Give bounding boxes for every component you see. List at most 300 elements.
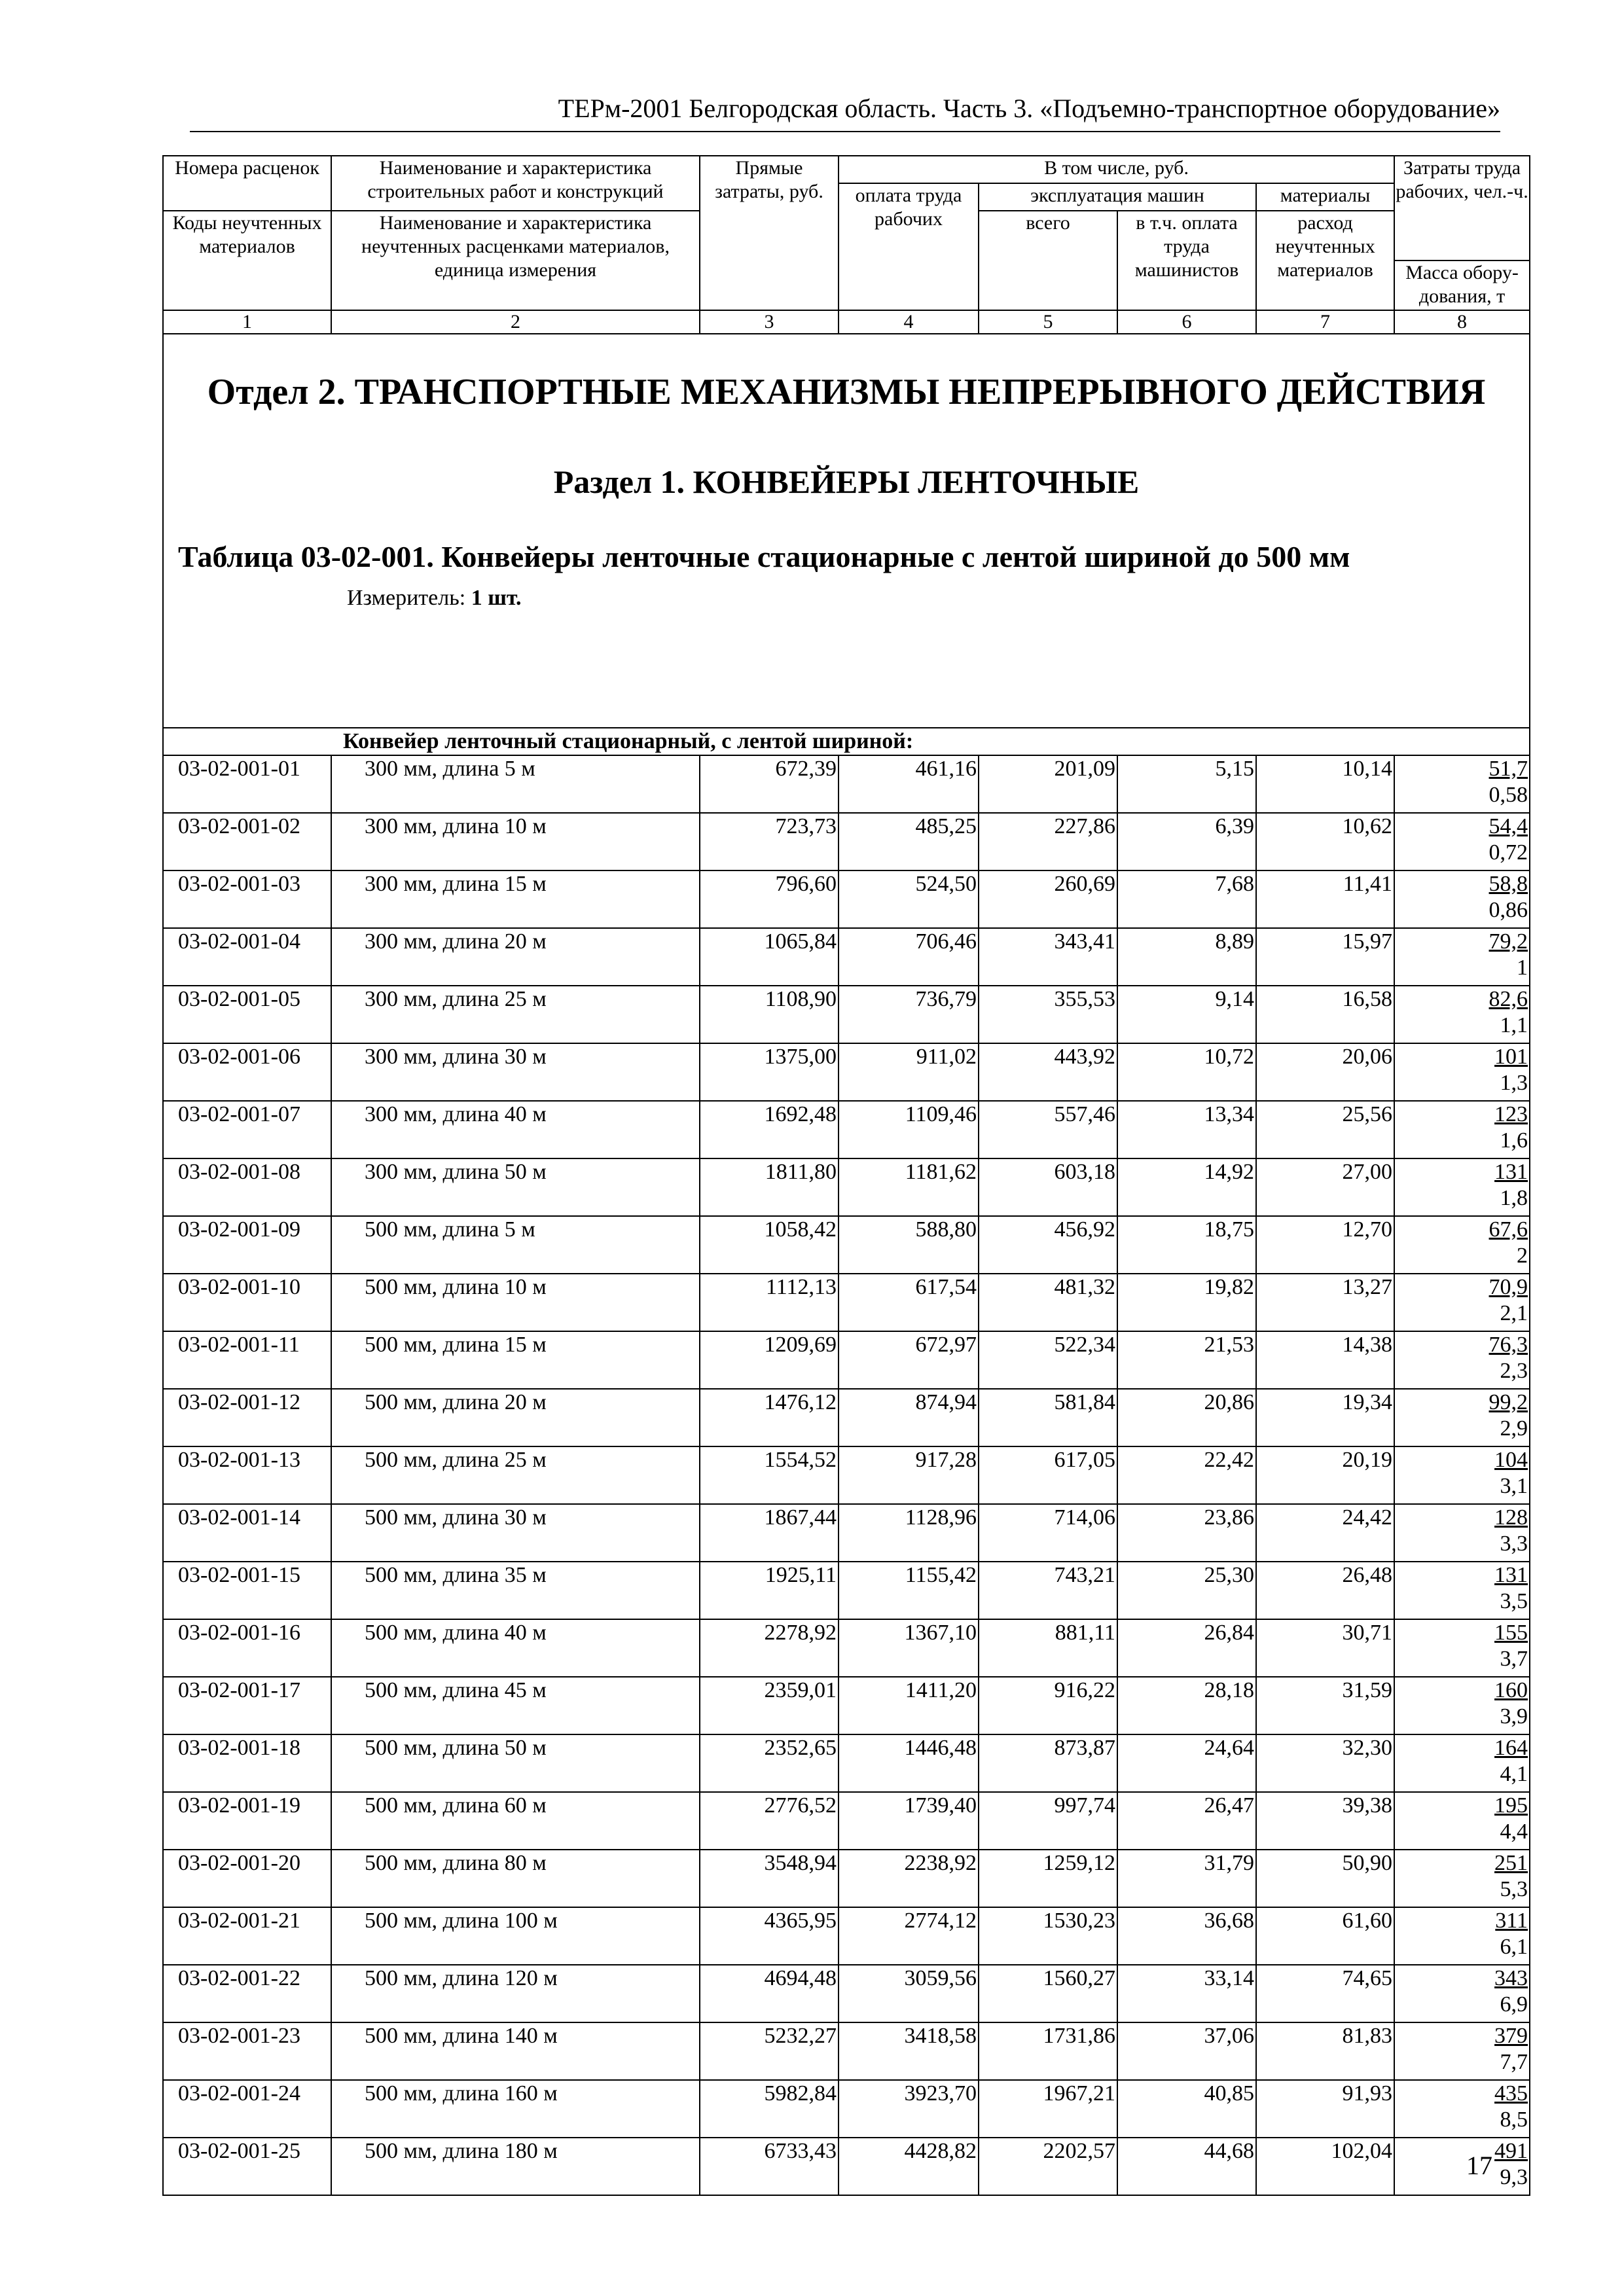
rate-description: 300 мм, длина 15 м	[331, 870, 700, 928]
table-row	[163, 870, 1530, 928]
materials-cost: 14,38	[1256, 1331, 1394, 1389]
running-header: ТЕРм-2001 Белгородская область. Часть 3. «Подъемно-транспортное оборудование»	[558, 94, 1500, 123]
labor-hours: 67,6	[1489, 1217, 1528, 1242]
equipment-mass: 0,72	[1489, 840, 1528, 865]
labor-cost: 4428,82	[839, 2138, 979, 2195]
operator-labor-cost: 21,53	[1117, 1331, 1256, 1389]
labor-hours: 79,2	[1489, 929, 1528, 954]
column-number: 6	[1117, 310, 1256, 334]
rate-code: 03-02-001-19	[163, 1792, 331, 1850]
rate-code: 03-02-001-01	[163, 755, 331, 813]
rate-description: 500 мм, длина 80 м	[331, 1850, 700, 1907]
operator-labor-cost: 14,92	[1117, 1158, 1256, 1216]
labor-cost: 1109,46	[839, 1101, 979, 1158]
column-number: 7	[1256, 310, 1394, 334]
labor-hours: 435	[1494, 2081, 1528, 2106]
rate-code: 03-02-001-07	[163, 1101, 331, 1158]
rate-code: 03-02-001-20	[163, 1850, 331, 1907]
rate-description: 300 мм, длина 10 м	[331, 813, 700, 870]
column-number: 1	[163, 310, 331, 334]
table-row	[163, 813, 1530, 870]
equipment-mass: 3,9	[1500, 1704, 1528, 1729]
titles-block	[163, 334, 1530, 728]
header-col4: оплата труда рабочих	[839, 183, 979, 310]
materials-cost: 91,93	[1256, 2080, 1394, 2138]
operator-labor-cost: 37,06	[1117, 2022, 1256, 2080]
direct-cost: 5232,27	[700, 2022, 839, 2080]
materials-cost: 32,30	[1256, 1734, 1394, 1792]
labor-cost: 3059,56	[839, 1965, 979, 2022]
labor-hours-and-mass	[1394, 1389, 1530, 1446]
materials-cost: 102,04	[1256, 2138, 1394, 2195]
machine-cost: 343,41	[979, 928, 1117, 986]
equipment-mass: 8,5	[1500, 2108, 1528, 2132]
machine-cost: 603,18	[979, 1158, 1117, 1216]
labor-hours-and-mass	[1394, 755, 1530, 813]
section-title: Раздел 1. КОНВЕЙЕРЫ ЛЕНТОЧНЫЕ	[553, 463, 1140, 500]
rate-code: 03-02-001-17	[163, 1677, 331, 1734]
rate-code: 03-02-001-10	[163, 1274, 331, 1331]
machine-cost: 481,32	[979, 1274, 1117, 1331]
operator-labor-cost: 7,68	[1117, 870, 1256, 928]
rate-code: 03-02-001-04	[163, 928, 331, 986]
equipment-mass: 1,3	[1500, 1071, 1528, 1095]
rate-description: 500 мм, длина 60 м	[331, 1792, 700, 1850]
materials-cost: 25,56	[1256, 1101, 1394, 1158]
direct-cost: 2359,01	[700, 1677, 839, 1734]
machine-cost: 2202,57	[979, 2138, 1117, 2195]
labor-hours: 343	[1494, 1966, 1528, 1990]
materials-cost: 39,38	[1256, 1792, 1394, 1850]
direct-cost: 672,39	[700, 755, 839, 813]
equipment-mass: 1	[1517, 956, 1528, 980]
labor-cost: 1128,96	[839, 1504, 979, 1562]
machine-cost: 1731,86	[979, 2022, 1117, 2080]
table-row	[163, 1101, 1530, 1158]
labor-cost: 3923,70	[839, 2080, 979, 2138]
column-number: 4	[839, 310, 979, 334]
table-row	[163, 1274, 1530, 1331]
labor-hours-and-mass	[1394, 1446, 1530, 1504]
materials-cost: 10,14	[1256, 755, 1394, 813]
materials-cost: 50,90	[1256, 1850, 1394, 1907]
machine-cost: 714,06	[979, 1504, 1117, 1562]
operator-labor-cost: 31,79	[1117, 1850, 1256, 1907]
materials-cost: 20,19	[1256, 1446, 1394, 1504]
rate-description: 500 мм, длина 30 м	[331, 1504, 700, 1562]
direct-cost: 1925,11	[700, 1562, 839, 1619]
rate-code: 03-02-001-09	[163, 1216, 331, 1274]
direct-cost: 796,60	[700, 870, 839, 928]
measure-line	[347, 585, 522, 611]
operator-labor-cost: 5,15	[1117, 755, 1256, 813]
rate-code: 03-02-001-25	[163, 2138, 331, 2195]
machine-cost: 617,05	[979, 1446, 1117, 1504]
header-group-incl: В том числе, руб.	[839, 156, 1394, 183]
direct-cost: 1058,42	[700, 1216, 839, 1274]
rates-table-frame	[162, 155, 1529, 2196]
table-row	[163, 986, 1530, 1043]
page-number: 17	[1466, 2151, 1492, 2180]
rate-code: 03-02-001-15	[163, 1562, 331, 1619]
machine-cost: 916,22	[979, 1677, 1117, 1734]
table-row	[163, 2022, 1530, 2080]
machine-cost: 997,74	[979, 1792, 1117, 1850]
labor-hours: 104	[1494, 1448, 1528, 1472]
rate-code: 03-02-001-14	[163, 1504, 331, 1562]
machine-cost: 743,21	[979, 1562, 1117, 1619]
labor-hours: 70,9	[1489, 1275, 1528, 1299]
direct-cost: 1375,00	[700, 1043, 839, 1101]
rate-code: 03-02-001-24	[163, 2080, 331, 2138]
rate-code: 03-02-001-18	[163, 1734, 331, 1792]
header-col8-bottom: Масса обору-дования, т	[1394, 260, 1530, 310]
header-col3: Прямые затраты, руб.	[700, 156, 839, 310]
labor-cost: 2774,12	[839, 1907, 979, 1965]
operator-labor-cost: 26,84	[1117, 1619, 1256, 1677]
labor-cost: 524,50	[839, 870, 979, 928]
direct-cost: 1112,13	[700, 1274, 839, 1331]
rate-description: 300 мм, длина 25 м	[331, 986, 700, 1043]
equipment-mass: 3,1	[1500, 1474, 1528, 1498]
operator-labor-cost: 33,14	[1117, 1965, 1256, 2022]
operator-labor-cost: 20,86	[1117, 1389, 1256, 1446]
materials-cost: 13,27	[1256, 1274, 1394, 1331]
labor-cost: 911,02	[839, 1043, 979, 1101]
labor-hours-and-mass	[1394, 986, 1530, 1043]
labor-hours-and-mass	[1394, 1619, 1530, 1677]
operator-labor-cost: 10,72	[1117, 1043, 1256, 1101]
column-number: 8	[1394, 310, 1530, 334]
rate-description: 500 мм, длина 40 м	[331, 1619, 700, 1677]
table-row	[163, 1677, 1530, 1734]
materials-cost: 81,83	[1256, 2022, 1394, 2080]
materials-cost: 16,58	[1256, 986, 1394, 1043]
header-rule	[190, 131, 1500, 132]
rate-description: 500 мм, длина 10 м	[331, 1274, 700, 1331]
table-row	[163, 1446, 1530, 1504]
machine-cost: 522,34	[979, 1331, 1117, 1389]
machine-cost: 355,53	[979, 986, 1117, 1043]
machine-cost: 1560,27	[979, 1965, 1117, 2022]
labor-hours-and-mass	[1394, 1274, 1530, 1331]
rate-code: 03-02-001-13	[163, 1446, 331, 1504]
labor-hours: 101	[1494, 1045, 1528, 1069]
rate-description: 300 мм, длина 40 м	[331, 1101, 700, 1158]
labor-hours: 54,4	[1489, 814, 1528, 838]
measure-label: Измеритель:	[347, 586, 466, 610]
materials-cost: 10,62	[1256, 813, 1394, 870]
rate-code: 03-02-001-22	[163, 1965, 331, 2022]
table-title: Таблица 03-02-001. Конвейеры ленточные стационарные с лентой шириной до 500 мм	[178, 540, 1350, 573]
operator-labor-cost: 44,68	[1117, 2138, 1256, 2195]
rate-description: 500 мм, длина 120 м	[331, 1965, 700, 2022]
direct-cost: 1692,48	[700, 1101, 839, 1158]
rate-description: 500 мм, длина 100 м	[331, 1907, 700, 1965]
equipment-mass: 0,86	[1489, 898, 1528, 922]
machine-cost: 557,46	[979, 1101, 1117, 1158]
machine-cost: 443,92	[979, 1043, 1117, 1101]
header-group-machines: эксплуатация машин	[979, 183, 1256, 211]
labor-cost: 672,97	[839, 1331, 979, 1389]
operator-labor-cost: 8,89	[1117, 928, 1256, 986]
table-row	[163, 755, 1530, 813]
labor-hours-and-mass	[1394, 1216, 1530, 1274]
rate-code: 03-02-001-05	[163, 986, 331, 1043]
labor-hours: 58,8	[1489, 872, 1528, 896]
labor-hours-and-mass	[1394, 1677, 1530, 1734]
table-row	[163, 1562, 1530, 1619]
equipment-mass: 3,3	[1500, 1532, 1528, 1556]
labor-cost: 874,94	[839, 1389, 979, 1446]
department-title: Отдел 2. ТРАНСПОРТНЫЕ МЕХАНИЗМЫ НЕПРЕРЫВНОГО ДЕЙСТВИЯ	[207, 372, 1486, 412]
labor-hours-and-mass	[1394, 813, 1530, 870]
machine-cost: 1967,21	[979, 2080, 1117, 2138]
labor-cost: 588,80	[839, 1216, 979, 1274]
labor-hours: 51,7	[1489, 757, 1528, 781]
header-col2-bottom: Наименование и характеристика неучтенных расценками материалов, единица измерения	[331, 211, 700, 310]
rate-description: 500 мм, длина 50 м	[331, 1734, 700, 1792]
rate-description: 300 мм, длина 5 м	[331, 755, 700, 813]
rate-code: 03-02-001-23	[163, 2022, 331, 2080]
rate-description: 300 мм, длина 50 м	[331, 1158, 700, 1216]
operator-labor-cost: 40,85	[1117, 2080, 1256, 2138]
table-row	[163, 1331, 1530, 1389]
operator-labor-cost: 9,14	[1117, 986, 1256, 1043]
rate-code: 03-02-001-16	[163, 1619, 331, 1677]
rate-description: 500 мм, длина 45 м	[331, 1677, 700, 1734]
direct-cost: 1867,44	[700, 1504, 839, 1562]
header-col6: в т.ч. оплата труда машинистов	[1117, 211, 1256, 310]
header-col7: расход неучтенных материалов	[1256, 211, 1394, 310]
machine-cost: 581,84	[979, 1389, 1117, 1446]
operator-labor-cost: 23,86	[1117, 1504, 1256, 1562]
rate-code: 03-02-001-03	[163, 870, 331, 928]
header-group-materials: материалы	[1256, 183, 1394, 211]
machine-cost: 881,11	[979, 1619, 1117, 1677]
direct-cost: 5982,84	[700, 2080, 839, 2138]
labor-hours: 128	[1494, 1505, 1528, 1530]
labor-cost: 3418,58	[839, 2022, 979, 2080]
operator-labor-cost: 19,82	[1117, 1274, 1256, 1331]
materials-cost: 26,48	[1256, 1562, 1394, 1619]
labor-hours-and-mass	[1394, 1907, 1530, 1965]
rate-code: 03-02-001-08	[163, 1158, 331, 1216]
equipment-mass: 2,9	[1500, 1416, 1528, 1441]
operator-labor-cost: 24,64	[1117, 1734, 1256, 1792]
column-number: 3	[700, 310, 839, 334]
labor-hours: 164	[1494, 1736, 1528, 1760]
operator-labor-cost: 22,42	[1117, 1446, 1256, 1504]
direct-cost: 2776,52	[700, 1792, 839, 1850]
materials-cost: 30,71	[1256, 1619, 1394, 1677]
materials-cost: 19,34	[1256, 1389, 1394, 1446]
machine-cost: 227,86	[979, 813, 1117, 870]
labor-hours: 379	[1494, 2024, 1528, 2048]
table-row	[163, 1907, 1530, 1965]
materials-cost: 12,70	[1256, 1216, 1394, 1274]
labor-cost: 1446,48	[839, 1734, 979, 1792]
column-number: 5	[979, 310, 1117, 334]
labor-hours-and-mass	[1394, 1504, 1530, 1562]
labor-hours-and-mass	[1394, 1850, 1530, 1907]
equipment-mass: 4,1	[1500, 1762, 1528, 1786]
labor-cost: 617,54	[839, 1274, 979, 1331]
equipment-mass: 1,1	[1500, 1013, 1528, 1037]
labor-hours-and-mass	[1394, 1734, 1530, 1792]
labor-cost: 1411,20	[839, 1677, 979, 1734]
table-row	[163, 1043, 1530, 1101]
labor-hours: 160	[1494, 1678, 1528, 1702]
group-heading: Конвейер ленточный стационарный, с лентой шириной:	[331, 728, 1530, 755]
table-row	[163, 928, 1530, 986]
table-row	[163, 1792, 1530, 1850]
labor-cost: 736,79	[839, 986, 979, 1043]
equipment-mass: 3,7	[1500, 1647, 1528, 1671]
table-row	[163, 1965, 1530, 2022]
header-col1-bottom: Коды неучтенных материалов	[163, 211, 331, 310]
labor-cost: 1739,40	[839, 1792, 979, 1850]
direct-cost: 1209,69	[700, 1331, 839, 1389]
rate-description: 500 мм, длина 20 м	[331, 1389, 700, 1446]
direct-cost: 1476,12	[700, 1389, 839, 1446]
labor-hours-and-mass	[1394, 2080, 1530, 2138]
column-number: 2	[331, 310, 700, 334]
labor-cost: 2238,92	[839, 1850, 979, 1907]
labor-hours-and-mass	[1394, 2138, 1530, 2195]
equipment-mass: 0,58	[1489, 783, 1528, 807]
labor-hours: 131	[1494, 1160, 1528, 1184]
materials-cost: 20,06	[1256, 1043, 1394, 1101]
labor-cost: 917,28	[839, 1446, 979, 1504]
table-row	[163, 1504, 1530, 1562]
equipment-mass: 7,7	[1500, 2050, 1528, 2074]
header-col2-top: Наименование и характеристика строительных работ и конструкций	[331, 156, 700, 211]
equipment-mass: 3,5	[1500, 1589, 1528, 1613]
rate-code: 03-02-001-12	[163, 1389, 331, 1446]
rate-description: 500 мм, длина 25 м	[331, 1446, 700, 1504]
materials-cost: 31,59	[1256, 1677, 1394, 1734]
equipment-mass: 1,8	[1500, 1186, 1528, 1210]
machine-cost: 201,09	[979, 755, 1117, 813]
labor-cost: 706,46	[839, 928, 979, 986]
labor-cost: 1155,42	[839, 1562, 979, 1619]
operator-labor-cost: 18,75	[1117, 1216, 1256, 1274]
labor-hours: 82,6	[1489, 987, 1528, 1011]
machine-cost: 1259,12	[979, 1850, 1117, 1907]
header-col1-top: Номера расценок	[163, 156, 331, 211]
labor-cost: 1367,10	[839, 1619, 979, 1677]
labor-hours-and-mass	[1394, 1158, 1530, 1216]
labor-hours: 155	[1494, 1621, 1528, 1645]
labor-hours: 311	[1495, 1909, 1528, 1933]
direct-cost: 2278,92	[700, 1619, 839, 1677]
labor-hours: 131	[1494, 1563, 1528, 1587]
table-row	[163, 1734, 1530, 1792]
table-row	[163, 1850, 1530, 1907]
rate-description: 500 мм, длина 140 м	[331, 2022, 700, 2080]
rate-description: 500 мм, длина 5 м	[331, 1216, 700, 1274]
labor-hours-and-mass	[1394, 2022, 1530, 2080]
direct-cost: 1554,52	[700, 1446, 839, 1504]
direct-cost: 1065,84	[700, 928, 839, 986]
operator-labor-cost: 26,47	[1117, 1792, 1256, 1850]
table-row	[163, 1216, 1530, 1274]
equipment-mass: 2,1	[1500, 1301, 1528, 1325]
equipment-mass: 6,1	[1500, 1935, 1528, 1959]
labor-hours-and-mass	[1394, 928, 1530, 986]
labor-hours: 195	[1494, 1793, 1528, 1818]
rate-code: 03-02-001-11	[163, 1331, 331, 1389]
equipment-mass: 9,3	[1500, 2165, 1528, 2189]
rate-description: 500 мм, длина 180 м	[331, 2138, 700, 2195]
labor-hours: 123	[1494, 1102, 1528, 1126]
materials-cost: 61,60	[1256, 1907, 1394, 1965]
operator-labor-cost: 28,18	[1117, 1677, 1256, 1734]
operator-labor-cost: 6,39	[1117, 813, 1256, 870]
labor-cost: 1181,62	[839, 1158, 979, 1216]
labor-hours: 99,2	[1489, 1390, 1528, 1414]
equipment-mass: 2	[1517, 1244, 1528, 1268]
rate-description: 500 мм, длина 15 м	[331, 1331, 700, 1389]
direct-cost: 3548,94	[700, 1850, 839, 1907]
header-col5: всего	[979, 211, 1117, 310]
labor-hours-and-mass	[1394, 870, 1530, 928]
materials-cost: 11,41	[1256, 870, 1394, 928]
machine-cost: 873,87	[979, 1734, 1117, 1792]
labor-hours-and-mass	[1394, 1043, 1530, 1101]
operator-labor-cost: 13,34	[1117, 1101, 1256, 1158]
direct-cost: 723,73	[700, 813, 839, 870]
labor-cost: 485,25	[839, 813, 979, 870]
direct-cost: 4365,95	[700, 1907, 839, 1965]
operator-labor-cost: 36,68	[1117, 1907, 1256, 1965]
rate-code: 03-02-001-06	[163, 1043, 331, 1101]
direct-cost: 6733,43	[700, 2138, 839, 2195]
labor-hours-and-mass	[1394, 1101, 1530, 1158]
equipment-mass: 5,3	[1500, 1877, 1528, 1901]
materials-cost: 74,65	[1256, 1965, 1394, 2022]
measure-value: 1 шт.	[471, 586, 522, 610]
labor-hours-and-mass	[1394, 1562, 1530, 1619]
rate-description: 500 мм, длина 160 м	[331, 2080, 700, 2138]
direct-cost: 4694,48	[700, 1965, 839, 2022]
table-row	[163, 2080, 1530, 2138]
labor-hours: 76,3	[1489, 1333, 1528, 1357]
rate-description: 500 мм, длина 35 м	[331, 1562, 700, 1619]
table-row	[163, 1158, 1530, 1216]
equipment-mass: 4,4	[1500, 1820, 1528, 1844]
rate-code: 03-02-001-02	[163, 813, 331, 870]
rates-table	[162, 155, 1530, 2196]
direct-cost: 1108,90	[700, 986, 839, 1043]
table-row	[163, 1389, 1530, 1446]
machine-cost: 260,69	[979, 870, 1117, 928]
equipment-mass: 2,3	[1500, 1359, 1528, 1383]
labor-hours-and-mass	[1394, 1965, 1530, 2022]
machine-cost: 456,92	[979, 1216, 1117, 1274]
materials-cost: 27,00	[1256, 1158, 1394, 1216]
materials-cost: 24,42	[1256, 1504, 1394, 1562]
labor-cost: 461,16	[839, 755, 979, 813]
direct-cost: 2352,65	[700, 1734, 839, 1792]
labor-hours-and-mass	[1394, 1331, 1530, 1389]
rate-description: 300 мм, длина 30 м	[331, 1043, 700, 1101]
rate-code: 03-02-001-21	[163, 1907, 331, 1965]
labor-hours: 491	[1494, 2139, 1528, 2163]
labor-hours-and-mass	[1394, 1792, 1530, 1850]
operator-labor-cost: 25,30	[1117, 1562, 1256, 1619]
